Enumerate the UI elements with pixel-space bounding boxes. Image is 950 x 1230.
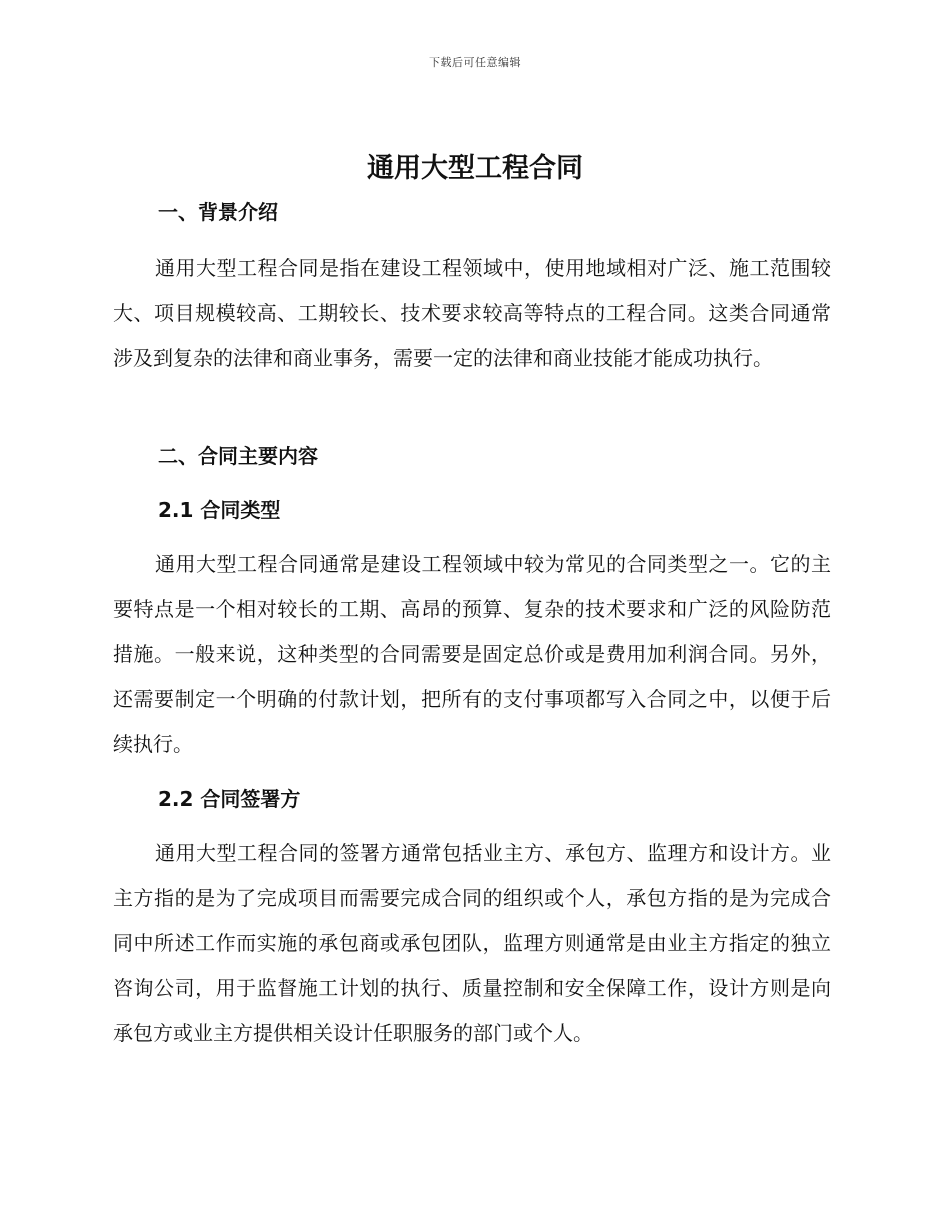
subsection-paragraph-signing-parties: 通用大型工程合同的签署方通常包括业主方、承包方、监理方和设计方。业主方指的是为了完成项目而需要完成合同的组织或个人，承包方指的是为完成合同中所述工作而实施的承包商或承包团队，监理方则通常是由业主方指定的独立咨询公司，用于监督施工计划的执行、质量控制和安全保障工作，设计方则是向承包方或业主方提供相关设计任职服务的部门或个人。 bbox=[113, 841, 831, 1045]
page-header: 下载后可任意编辑 bbox=[429, 56, 521, 69]
document-title: 通用大型工程合同 bbox=[367, 153, 583, 184]
subsection-heading-signing-parties: 2.2 合同签署方 bbox=[158, 787, 301, 811]
section-heading-background: 一、背景介绍 bbox=[158, 200, 278, 224]
subsection-heading-contract-type: 2.1 合同类型 bbox=[158, 498, 281, 522]
subsection-paragraph-contract-type: 通用大型工程合同通常是建设工程领域中较为常见的合同类型之一。它的主要特点是一个相对较长的工期、高昂的预算、复杂的技术要求和广泛的风险防范措施。一般来说，这种类型的合同需要是固定总价或是费用加利润合同。另外，还需要制定一个明确的付款计划，把所有的支付事项都写入合同之中，以便于后续执行。 bbox=[113, 552, 831, 756]
section-paragraph-background: 通用大型工程合同是指在建设工程领域中，使用地域相对广泛、施工范围较大、项目规模较高、工期较长、技术要求较高等特点的工程合同。这类合同通常涉及到复杂的法律和商业事务，需要一定的法律和商业技能才能成功执行。 bbox=[113, 256, 831, 370]
section-heading-main-content: 二、合同主要内容 bbox=[158, 444, 318, 468]
